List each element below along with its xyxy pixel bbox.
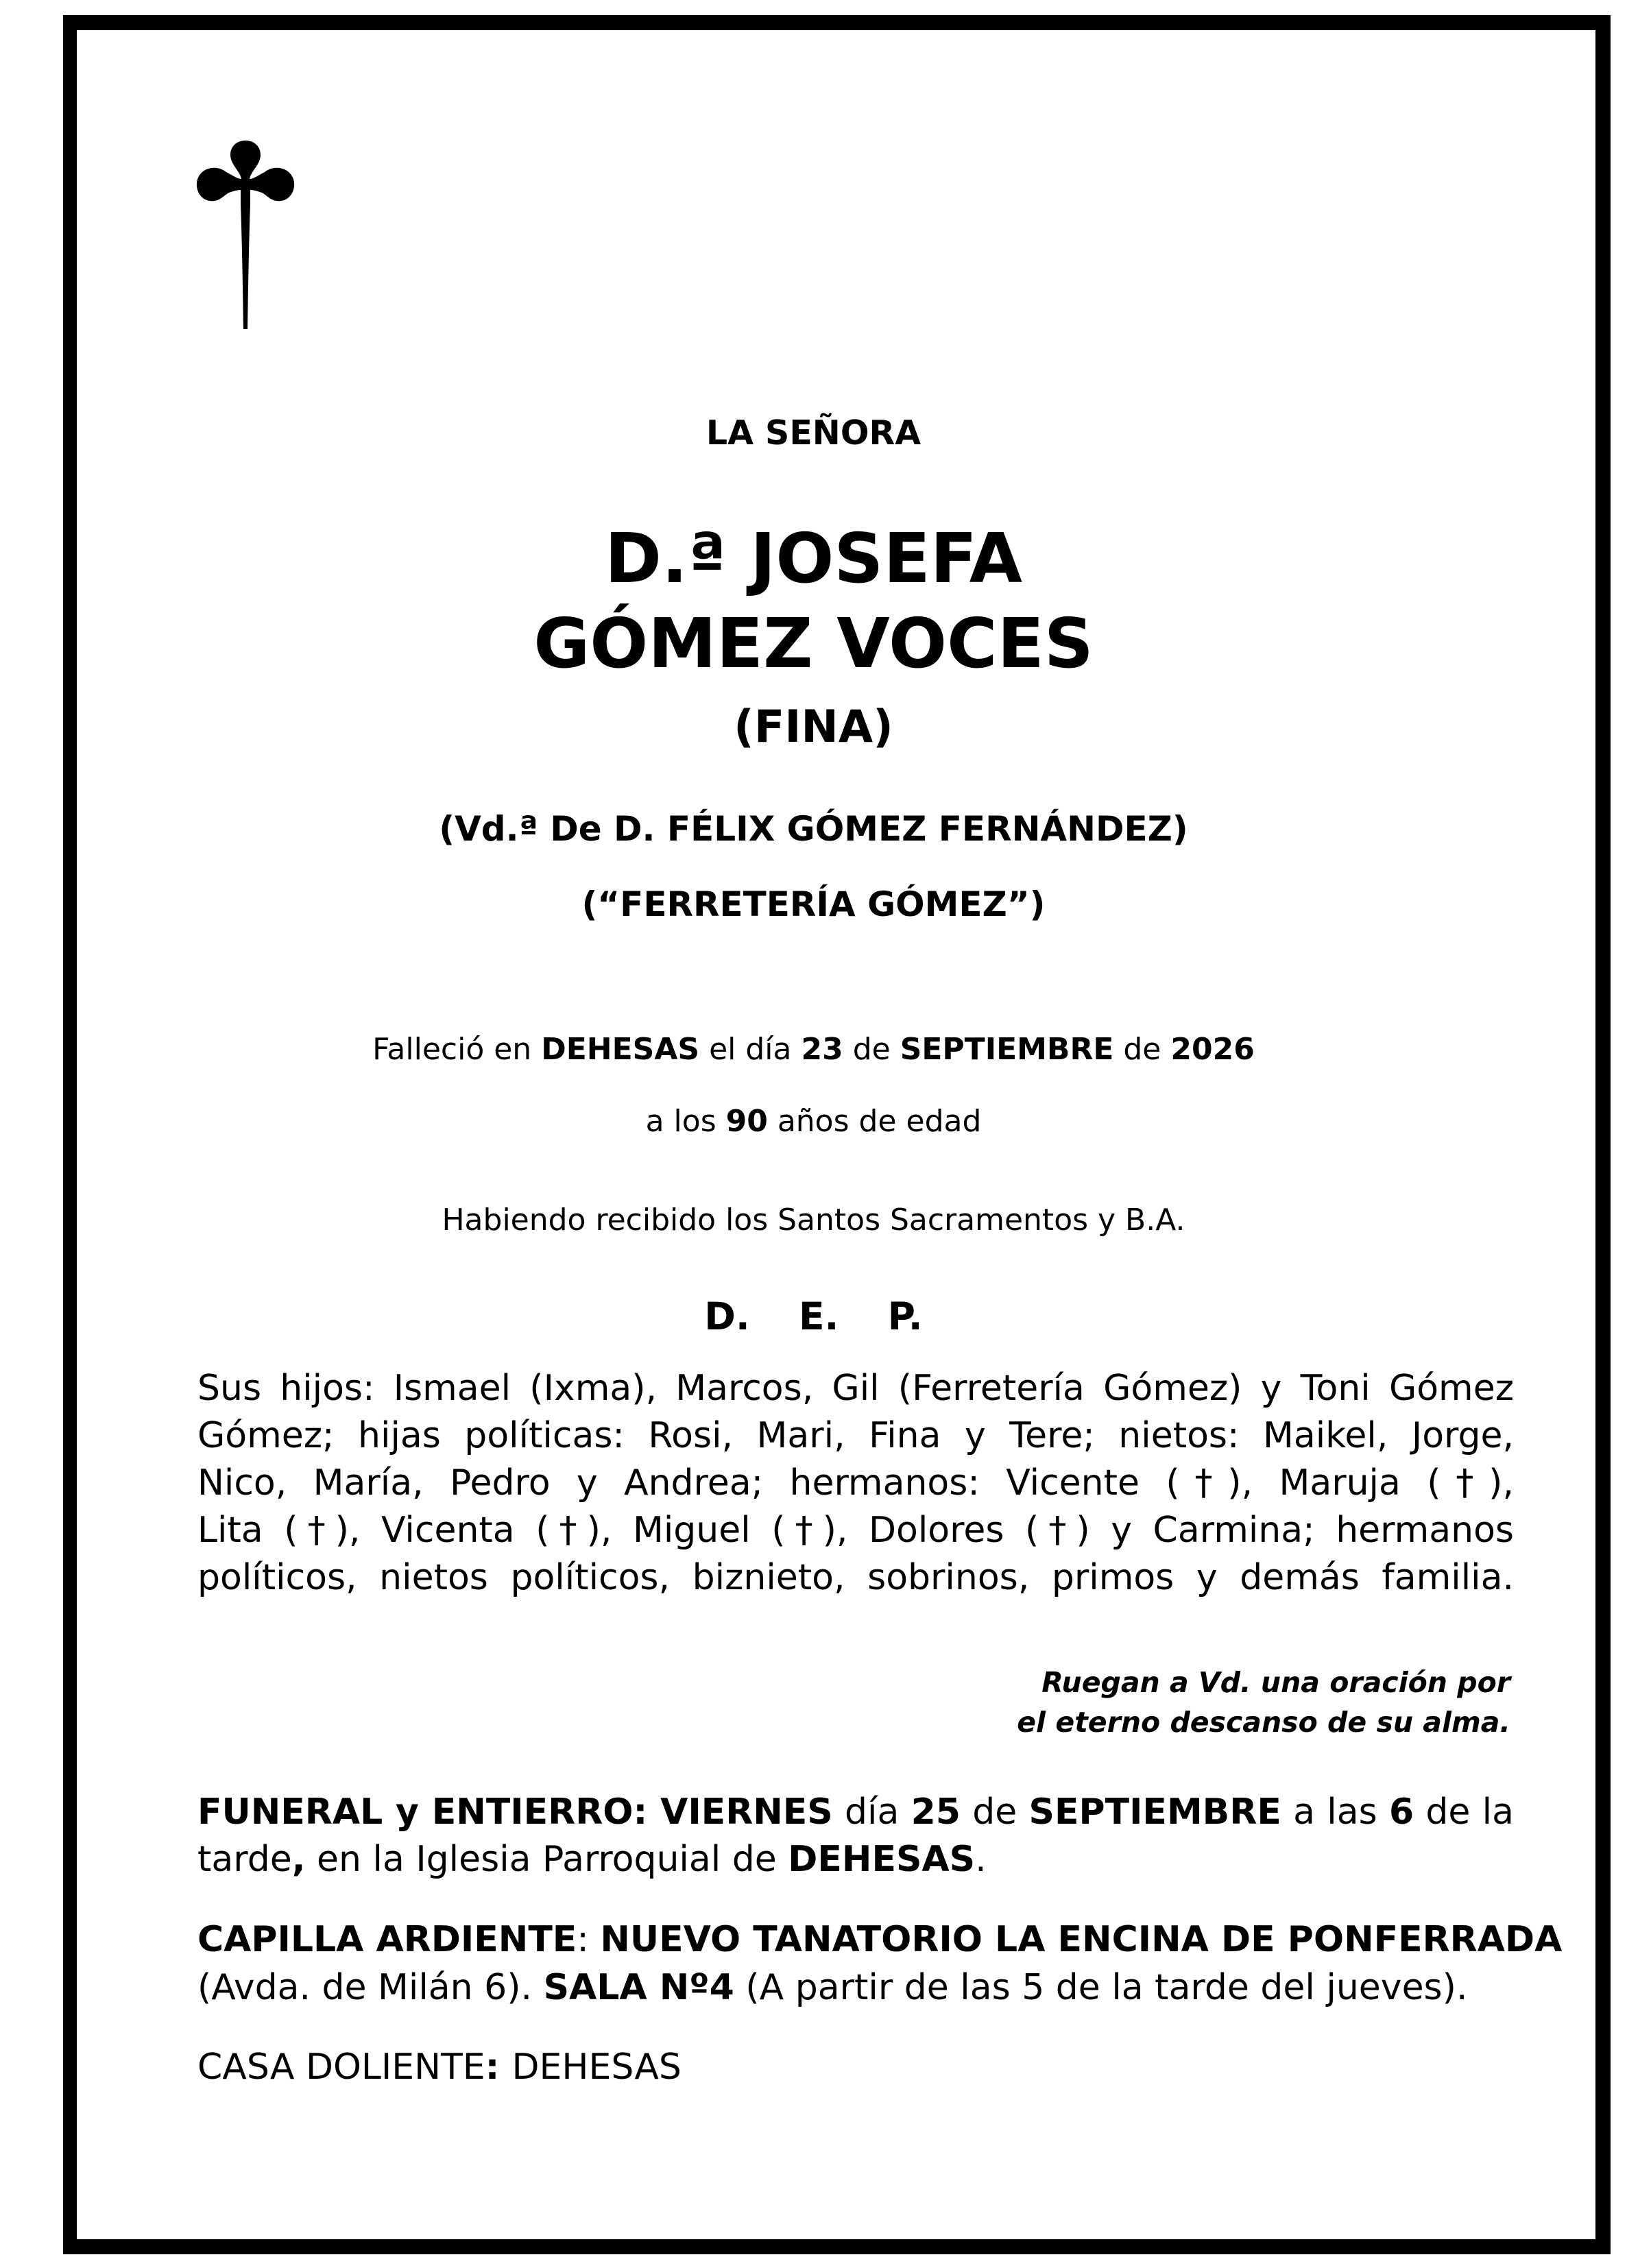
- death-text: el día: [699, 1032, 802, 1067]
- funeral-weekday: VIERNES: [660, 1792, 833, 1833]
- death-text: de: [1113, 1032, 1171, 1067]
- funeral-text: de: [960, 1792, 1029, 1833]
- death-line: [0, 1032, 1627, 1067]
- funeral-text: ,: [291, 1839, 306, 1880]
- deceased-name-surnames: GÓMEZ VOCES: [533, 603, 1094, 684]
- chapel-note: (A partir de las 5 de la tarde del jueves).: [734, 1967, 1468, 2008]
- age-years: 90: [725, 1104, 768, 1139]
- chapel-text: :: [577, 1919, 601, 1960]
- death-place: DEHESAS: [541, 1032, 700, 1067]
- funeral-day: 25: [911, 1792, 961, 1833]
- mourning-house-line: [197, 2047, 682, 2088]
- sacraments-line: Habiendo recibido los Santos Sacramentos y B.A.: [442, 1203, 1185, 1238]
- funeral-month: SEPTIEMBRE: [1028, 1792, 1281, 1833]
- cross-of-santiago-icon: [193, 141, 298, 329]
- funeral-line: [197, 1792, 1514, 1833]
- age-text: años de edad: [767, 1104, 982, 1139]
- funeral-hour: 6: [1388, 1792, 1414, 1833]
- family-line: Gómez; hijas políticas: Rosi, Mari, Fina y Tere; nietos: Maikel, Jorge,: [197, 1415, 1514, 1456]
- chapel-address: (Avda. de Milán 6).: [197, 1967, 544, 2008]
- chapel-line: [197, 1919, 1563, 1960]
- funeral-place: DEHESAS: [788, 1839, 976, 1880]
- family-line: Sus hijos: Ismael (Ixma), Marcos, Gil (Ferretería Gómez) y Toni Gómez: [197, 1368, 1514, 1409]
- funeral-text: a las: [1281, 1792, 1389, 1833]
- death-day: 23: [801, 1032, 843, 1067]
- death-year: 2026: [1170, 1032, 1255, 1067]
- mourning-house-label: CASA DOLIENTE: [197, 2047, 485, 2088]
- chapel-venue: NUEVO TANATORIO LA ENCINA DE PONFERRADA: [600, 1919, 1563, 1960]
- family-line: Nico, María, Pedro y Andrea; hermanos: Vicente (†), Maruja (†),: [197, 1462, 1514, 1504]
- death-text: Falleció en: [372, 1032, 542, 1067]
- funeral-label: FUNERAL y ENTIERRO:: [197, 1792, 661, 1833]
- deceased-name-first: D.ª JOSEFA: [605, 518, 1022, 599]
- funeral-line: [197, 1839, 987, 1880]
- family-line: Lita (†), Vicenta (†), Miguel (†), Dolores (†) y Carmina; hermanos: [197, 1510, 1514, 1551]
- age-line: [0, 1104, 1627, 1139]
- mourning-house-text: :: [485, 2047, 512, 2088]
- funeral-text: de la: [1414, 1792, 1514, 1833]
- age-text: a los: [645, 1104, 726, 1139]
- chapel-room: SALA Nº4: [543, 1967, 734, 2008]
- death-text: de: [843, 1032, 900, 1067]
- prayer-line: Ruegan a Vd. una oración por: [1041, 1666, 1510, 1699]
- funeral-text: día: [832, 1792, 911, 1833]
- death-month: SEPTIEMBRE: [900, 1032, 1114, 1067]
- chapel-line: [197, 1967, 1467, 2008]
- prayer-line: el eterno descanso de su alma.: [1017, 1706, 1510, 1739]
- funeral-text: en la Iglesia Parroquial de: [305, 1839, 788, 1880]
- family-line: políticos, nietos políticos, biznieto, sobrinos, primos y demás familia.: [197, 1557, 1514, 1598]
- funeral-text: tarde: [197, 1839, 292, 1880]
- business-line: (“FERRETERÍA GÓMEZ”): [581, 884, 1046, 924]
- title-line: LA SEÑORA: [706, 413, 921, 453]
- rip-line: D. E. P.: [704, 1294, 923, 1338]
- deceased-nickname: (FINA): [734, 701, 893, 753]
- mourning-house-place: DEHESAS: [511, 2047, 682, 2088]
- chapel-label: CAPILLA ARDIENTE: [197, 1919, 577, 1960]
- widow-line: (Vd.ª De D. FÉLIX GÓMEZ FERNÁNDEZ): [439, 809, 1188, 849]
- funeral-text: .: [975, 1839, 987, 1880]
